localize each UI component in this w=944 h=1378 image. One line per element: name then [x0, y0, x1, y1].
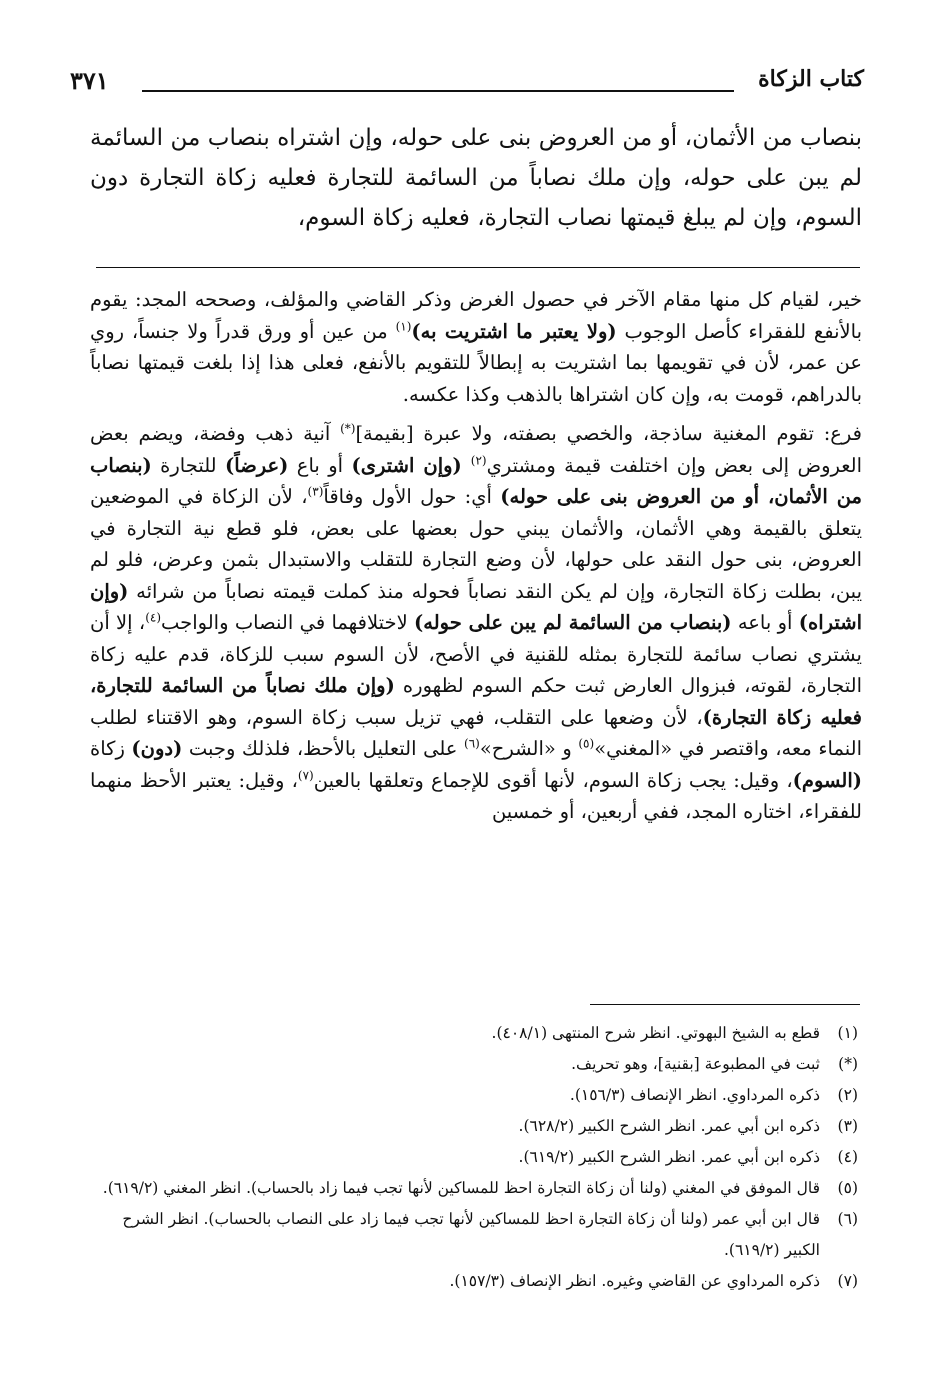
footnote-number: (٢) [837, 1086, 858, 1104]
quoted-matn: (السوم) [792, 768, 862, 792]
main-text-paragraph: بنصاب من الأثمان، أو من العروض بنى على حوله، وإن اشتراه بنصاب من السائمة لم يبن على حوله، وإن ملك نصاباً من السائمة للتجارة فعليه زكاة التجارة دون السوم، وإن لم يبلغ قيمتها نصاب التجارة، فعليه زكاة السوم، [90, 125, 862, 231]
footnote [100, 1204, 858, 1266]
footnote-ref: (٤) [145, 610, 162, 625]
footnote-number: (*) [838, 1055, 858, 1073]
footnote-number: (٧) [837, 1272, 858, 1290]
quoted-matn: (بنصاب من السائمة لم يبن على حوله) [414, 611, 732, 634]
footnote-number: (٦) [837, 1210, 858, 1228]
footnote-number: (٥) [837, 1179, 858, 1197]
footnote [100, 1049, 858, 1080]
footnote-text: ثبت في المطبوعة [بقنية]، وهو تحريف. [571, 1055, 820, 1073]
footnote-text: ذكره المرداوي عن القاضي وغيره. انظر الإنصاف (١٥٧/٣). [449, 1272, 820, 1290]
footnote-ref: (١) [395, 319, 412, 333]
quoted-matn: (دون) [131, 737, 183, 760]
quoted-matn: (وإن اشتراه) [90, 579, 863, 634]
quoted-matn: (بنصاب من الأثمان، أو من العروض بنى على حوله) [90, 453, 862, 508]
footnote-number: (٤) [837, 1148, 858, 1166]
footnote-text: ذكره ابن أبي عمر. انظر الشرح الكبير (٦٢٨/٢). [518, 1117, 820, 1135]
footnote-number: (١) [837, 1024, 858, 1042]
footnote [100, 1080, 858, 1111]
main-text [90, 118, 862, 238]
page-number: ٣٧١ [70, 66, 109, 95]
footnote [100, 1142, 858, 1173]
footnote-ref: (٥) [578, 736, 595, 751]
quoted-matn: (عرضاً) [225, 453, 289, 477]
footnote [100, 1018, 858, 1049]
footnote-text: ذكره ابن أبي عمر. انظر الشرح الكبير (٦١٩/٢). [518, 1148, 820, 1166]
footnote [100, 1266, 858, 1297]
page-header [70, 66, 864, 100]
footnote-ref: (٧) [297, 768, 314, 782]
footnote [100, 1111, 858, 1142]
footnote [100, 1173, 858, 1204]
footnote-ref: (*) [340, 421, 356, 436]
commentary-text [90, 284, 862, 836]
footnote-text: قطع به الشيخ البهوتي. انظر شرح المنتهى (٤٠٨/١). [491, 1024, 820, 1042]
footnote-ref: (٢) [470, 453, 487, 467]
header-rule [142, 90, 734, 92]
footnote-separator-rule [590, 1004, 860, 1005]
footnote-text: قال ابن أبي عمر (ولنا أن زكاة التجارة احظ للمساكين لأنها تجب فيما زاد على النصاب بالحساب). انظر الشرح الكبير (٦١٩/٢). [122, 1210, 820, 1259]
commentary-paragraph-1: خير، لقيام كل منها مقام الآخر في حصول الغرض وذكر القاضي والمؤلف، وصححه المجد: يقوم بالأنفع للفقراء كأصل الوجوب (ولا يعتبر ما اشتريت به)$^{(١)}$ من عين أو ورق قدراً ولا جنساً، روي عن عمر، لأن في تقويمها بما اشتريت به إبطالاً للتقويم بالأنفع، فعلى هذا إذا بلغت قيمتها نصاباً بالدراهم، قومت به، وإن كان اشتراها بالذهب وكذا عكسه. [90, 288, 862, 406]
footnotes [100, 1018, 858, 1297]
quoted-matn: (ولا يعتبر ما اشتريت به) [411, 319, 617, 343]
footnote-text: قال الموفق في المغني (ولنا أن زكاة التجارة احظ للمساكين لأنها تجب فيما زاد بالحساب). انظر المغني (٦١٩/٢). [102, 1179, 820, 1197]
footnote-number: (٣) [837, 1117, 858, 1135]
footnote-text: ذكره المرداوي. انظر الإنصاف (١٥٦/٣). [569, 1086, 820, 1104]
quoted-matn: (وإن ملك نصاباً من السائمة للتجارة، فعليه زكاة التجارة) [90, 674, 863, 729]
quoted-matn: (وإن اشترى) [351, 453, 471, 477]
text-separator-rule [96, 267, 860, 268]
footnote-ref: (٣) [307, 484, 324, 499]
running-title: كتاب الزكاة [758, 66, 864, 92]
commentary-paragraph-2: فرع: تقوم المغنية ساذجة، والخصي بصفته، ولا عبرة [بقيمة](*) آنية ذهب وفضة، ويضم بعض العروض إلى بعض وإن اختلفت قيمة ومشتري$^{(٢)}$ (وإن اشترى) أو باع (عرضاً) للتجارة (بنصاب من الأثمان، أو من العروض بنى على حوله) أي: حول الأول وفاقاً$^{(٣)}$، لأن الزكاة في الموضعين يتعلق بالقيمة وهي الأثمان، والأثمان يبني حول بعضها على بعض، فلو قطع نية التجارة في العروض، بنى حول النقد على حولها، لأن وضع التجارة للتقلب والاستبدال بثمن وعرض، فلو لم يبن، بطلت زكاة التجارة، وإن لم يكن النقد نصاباً فحوله منذ كملت قيمته نصاباً من شرائه (وإن اشتراه) أو باعه (بنصاب من السائمة لم يبن على حوله) لاختلافهما في النصاب والواجب$^{(٤)}$، إلا أن يشتري نصاب سائمة للتجارة بمثله للقنية في الأصح، لأن السوم سبب للزكاة، قدم عليه زكاة التجارة، لقوته، فبزوال العارض ثبت حكم السوم لظهوره (وإن ملك نصاباً من السائمة للتجارة، فعليه زكاة التجارة)، لأن وضعها على التقلب، فهي تزيل سبب زكاة السوم، وهو الاقتناء لطلب النماء معه، واقتصر في «المغني»$^{(٥)}$ و «الشرح»$^{(٦)}$ على التعليل بالأحظ، فلذلك وجبت (دون) زكاة (السوم)، وقيل: يجب زكاة السوم، لأنها أقوى للإجماع وتعلقها بالعين$^{(٧)}$، وقيل: يعتبر الأحظ منهما للفقراء، اختاره المجد، ففي أربعين، أو خمسين [90, 421, 863, 823]
footnote-ref: (٦) [464, 736, 480, 751]
